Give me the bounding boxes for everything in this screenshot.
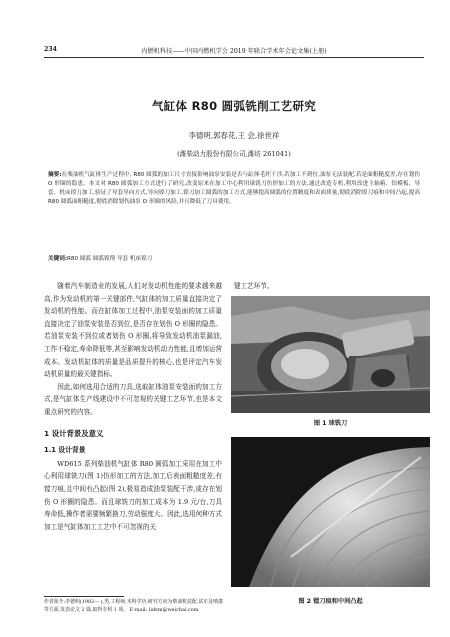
left-column <box>44 280 222 533</box>
figure-2-photo <box>231 437 430 587</box>
affiliation: (潍柴动力股份有限公司,潍坊 261041) <box>177 150 291 158</box>
figure-1-caption: 图 1 球铣刀 <box>313 420 348 427</box>
tool-marks-photo <box>231 437 430 587</box>
subsection-heading-1-1: 1.1 设计背景 <box>44 446 86 455</box>
header-rule <box>44 57 424 58</box>
background-paragraph: WD615 系列柴油机气缸体 R80 圆弧加工采用在加工中心利用球铣刀(图 1)仿形加工的方法,加工后表面粗糙度差,有镗刀痕,且中间有凸起(图 2),极易造成油泵装配干涉,或存在划伤 O 形圈的隐患。而且球铣刀的加工成本为 1.9 元/台,刀具寿命低,操作者需要频繁换刀,劳动强度大。因此,选用何种方式加工是气缸体加工工艺中不可忽视的关 <box>44 459 222 531</box>
keywords-text: R80 圆弧 圆弧镗削 导套 机床镗刀 <box>67 256 153 262</box>
figure-1-photo <box>231 296 430 413</box>
section-heading-1: 1 设计背景及意义 <box>44 428 104 438</box>
authors: 李德明,郭春花,王 会,徐世祥 <box>188 131 280 140</box>
figure-2-caption: 图 2 镗刀痕和中间凸起 <box>298 598 363 605</box>
footnote-rule <box>44 596 124 597</box>
author-footnote: 作者简介:李德明(1982— ),男,工程师,本科学历,研究方向为柴油机装配,试车及喷漆等方面,发表论文 2 篇,取得专利 1 项。 E-mail: lidem@weichai.com <box>44 599 223 613</box>
intro-paragraph-1: 随着汽车制造业的发展,人们对发动机性能的要求越来越高,作为发动机的第一关键部件,气缸体的加工质量直接决定了发动机的性能。而在缸体加工过程中,油泵安装面的加工质量直接决定了油泵安装是否到位,是否存在划伤 O 形圈的隐患。若油泵安装不到位或者划伤 O 形圈,将导致发动机油泵漏油,工作不稳定,寿命降低等,甚至影响发动机动力性能,且增加运营成本。发动机缸体的质量是品质提升的核心,也是评定汽车发动机质量的最关键指标。 <box>44 282 222 379</box>
abstract <box>48 171 420 207</box>
abstract-label: 摘要: <box>48 172 62 178</box>
keywords <box>48 254 420 262</box>
journal-title: 内燃机科技——中国内燃机学会 2019 年联合学术年会论文集(上册) <box>141 48 327 55</box>
keywords-label: 关键词: <box>48 256 68 262</box>
right-column-continuation: 键工艺环节。 <box>234 282 274 290</box>
page-number: 234 <box>44 46 57 53</box>
intro-paragraph-2: 因此,如何选用合适的刀具,选取缸体油泵安装面的加工方式,是气缸体生产线建设中不可忽视的关键工艺环节,也是本文重点研究的内容。 <box>44 382 222 416</box>
abstract-text: 在柴油机气缸体生产过程中, R80 圆弧的加工尺寸直接影响油泵安装是否与缸体毛坯干涉,若加工不到位,油泵无法装配,若是面粗糙度差,存在划伤 O 形圈的隐患。本文对 R80 圆弧加工方式进行了研究,改变原来在加工中心利用球铣刀仿形加工的方法,通过改造专机,利用改进主轴箱、钻模板、导套、机床镗刀加工,验证了导套导向方式,导向镗刀加工,镗刀加工圆弧的加工方式,能够提高圆弧的位置精度和表面质量,彻底消除镗刀痕和中间凸起,提高 R80 圆弧面粗糙度,彻底消除划伤油泵 O 形圈的风险,并且降低了刀具费用。 <box>48 172 420 205</box>
ball-end-mill-photo <box>231 296 430 413</box>
paper-title: 气缸体 R80 圆弧铣削工艺研究 <box>151 99 317 113</box>
